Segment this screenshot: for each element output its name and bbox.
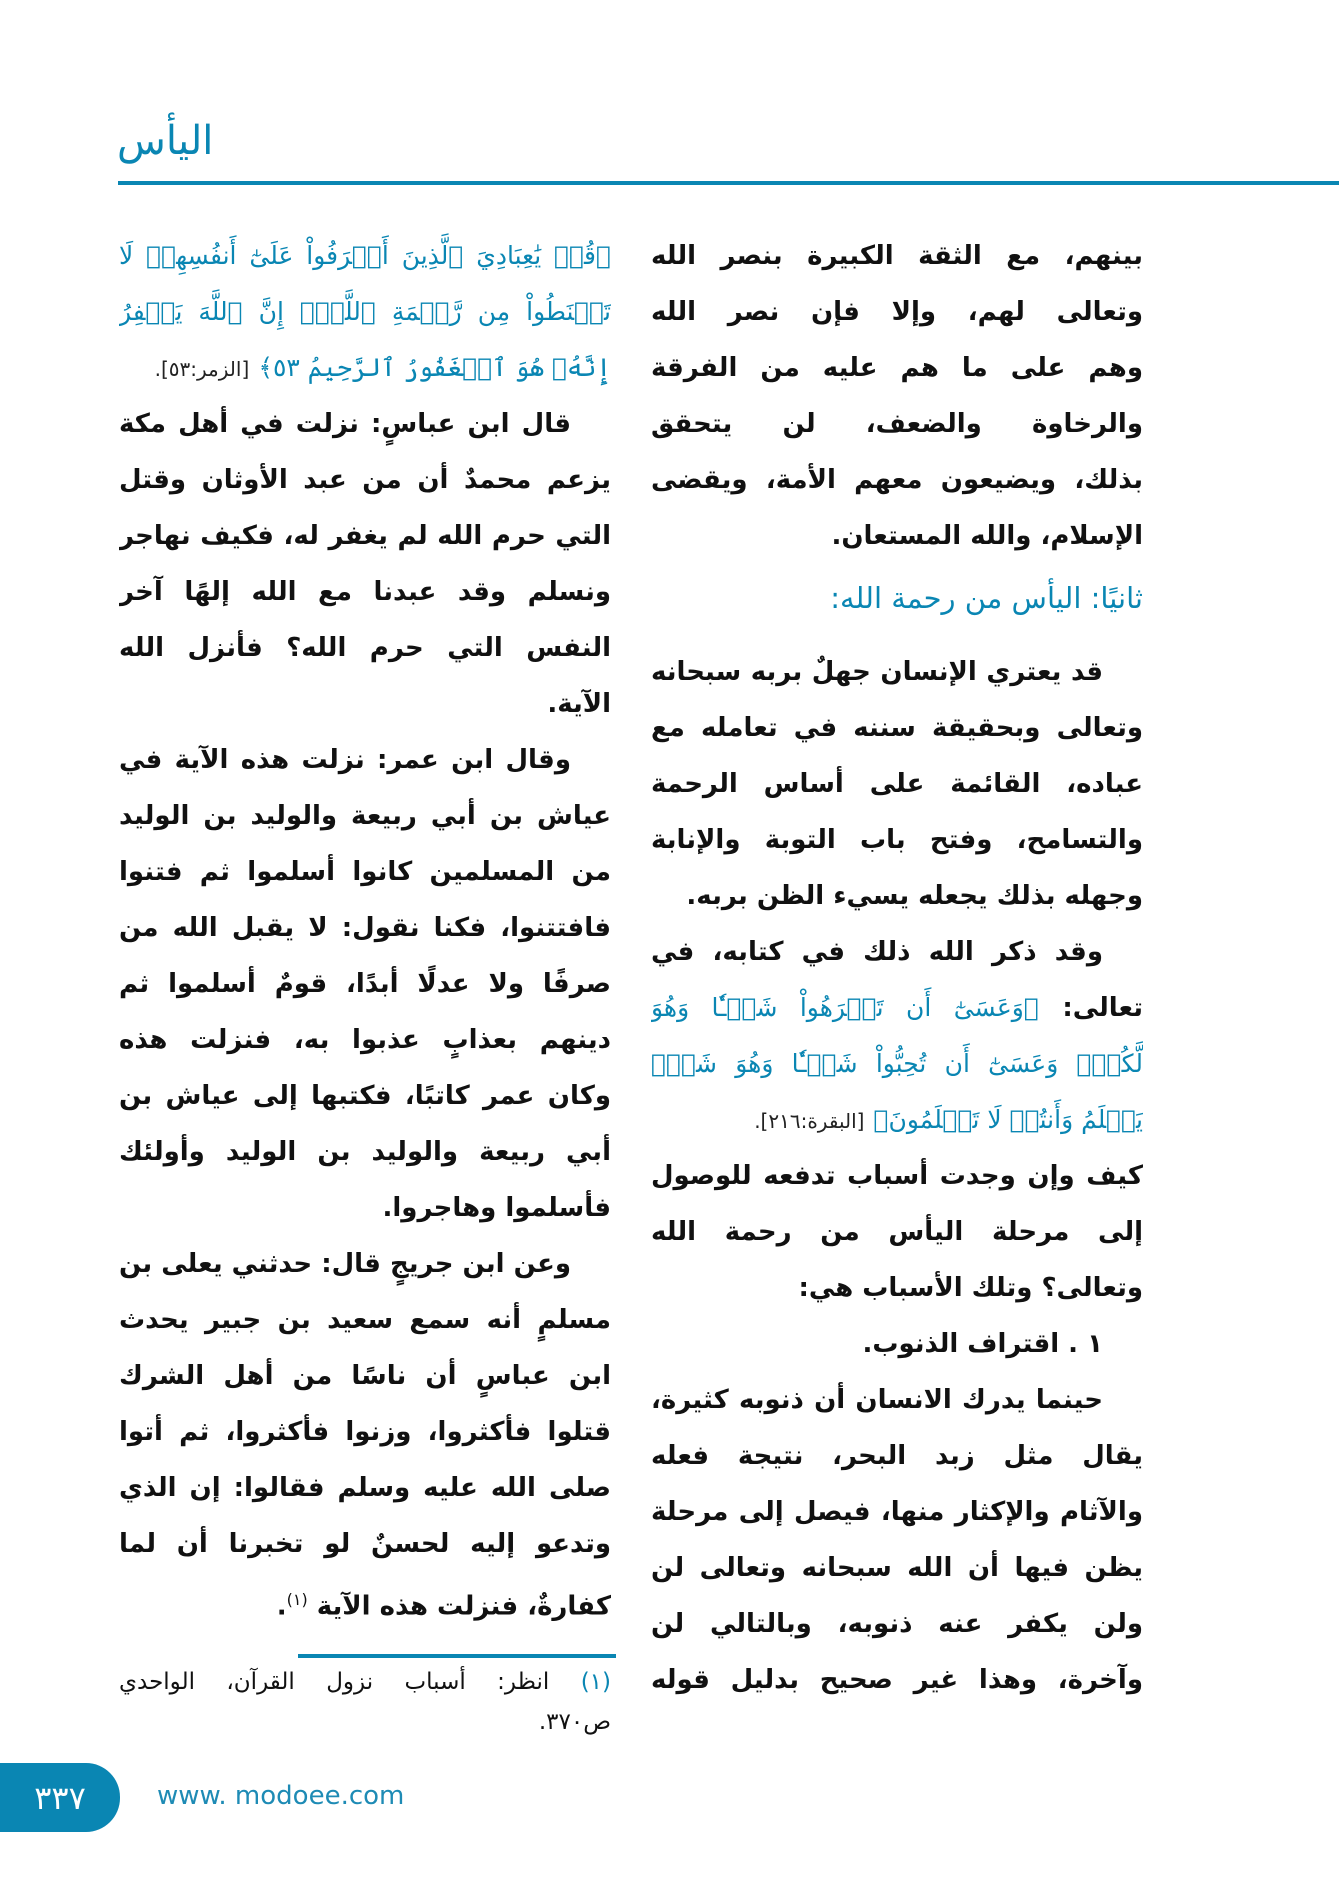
text-line: كفارةٌ، فنزلت هذه الآية $^{(١)}$. [276, 1590, 611, 1622]
text-line: يقال مثل زبد البحر، نتيجة فعله [651, 1441, 1143, 1471]
text-line: وعن ابن جريجٍ قال: حدثني يعلى بن [119, 1249, 571, 1279]
text-line: وتعالى لهم، وإلا فإن نصر الله [651, 297, 1143, 327]
section-heading: ثانيًا: اليأس من رحمة الله: [830, 581, 1143, 615]
footnote-rule [298, 1654, 616, 1658]
text-line: الإسلام، والله المستعان. [831, 521, 1143, 551]
text-line: قد يعتري الإنسان جهلٌ بربه سبحانه [651, 657, 1103, 687]
text-line: دينهم بعذابٍ عذبوا به، فنزلت هذه [119, 1025, 611, 1055]
text-line: فأسلموا وهاجروا. [382, 1193, 611, 1223]
text-line: وجهله بذلك يجعله يسيء الظن بربه. [686, 881, 1143, 911]
text-line: والتسامح، وفتح باب التوبة والإنابة [651, 825, 1143, 855]
text-line: النفس التي حرم الله؟ فأنزل الله [119, 633, 611, 663]
text-line: وقد ذكر الله ذلك في كتابه، في [651, 937, 1103, 967]
text-line: أبي ربيعة والوليد بن الوليد وأولئك [119, 1137, 611, 1167]
left-column [119, 228, 611, 1628]
chapter-title: اليأس [117, 118, 214, 164]
text-line: قال ابن عباسٍ: نزلت في أهل مكة [119, 409, 571, 439]
page-number-badge: ٣٣٧ [0, 1763, 120, 1832]
quran-verse: تَقۡنَطُواْ مِن رَّحۡمَةِ ٱللَّهِۚ إِنَّ ٱللَّهَ يَغۡفِرُ [119, 297, 611, 326]
text-line: من المسلمين كانوا أسلموا ثم فتنوا [119, 857, 611, 887]
text-line: كيف وإن وجدت أسباب تدفعه للوصول [651, 1161, 1143, 1191]
text-line: ونسلم وقد عبدنا مع الله إلهًا آخر [119, 577, 611, 607]
text-prefix: تعالى: [1062, 993, 1143, 1023]
text-line: بينهم، مع الثقة الكبيرة بنصر الله [651, 241, 1143, 271]
verse-reference: [الزمر:٥٣]. [154, 357, 250, 381]
text-line: بذلك، ويضيعون معهم الأمة، ويقضى [651, 465, 1143, 495]
footnote-number: (١) [580, 1669, 612, 1695]
text-line: مسلمٍ أنه سمع سعيد بن جبير يحدث [119, 1305, 611, 1335]
text-line: وتعالى وبحقيقة سننه في تعامله مع [651, 713, 1143, 743]
text-line: والآثام والإكثار منها، فيصل إلى مرحلة [651, 1497, 1143, 1527]
text-line: فافتتنوا، فكنا نقول: لا يقبل الله من [119, 913, 611, 943]
text-line: عياش بن أبي ربيعة والوليد بن الوليد [119, 801, 611, 831]
verse-line [651, 980, 1143, 1036]
text-line: يظن فيها أن الله سبحانه وتعالى لن [651, 1553, 1143, 1583]
text-line: ولن يكفر عنه ذنوبه، وبالتالي لن [651, 1609, 1143, 1639]
footnote-text: انظر: أسباب نزول القرآن، الواحدي [119, 1669, 550, 1695]
text-line: وكان عمر كاتبًا، فكتبها إلى عياش بن [119, 1081, 611, 1111]
text-line: إلى مرحلة اليأس من رحمة الله [651, 1217, 1143, 1247]
verse-line [119, 340, 611, 396]
text-line: عباده، القائمة على أساس الرحمة [651, 769, 1143, 799]
footnote-line [119, 1662, 611, 1702]
text-line: وهم على ما هم عليه من الفرقة [651, 353, 1143, 383]
text-line: التي حرم الله لم يغفر له، فكيف نهاجر [119, 521, 611, 551]
footnote-marker[interactable]: (١) [286, 1590, 308, 1609]
text-line: صلى الله عليه وسلم فقالوا: إن الذي [119, 1473, 611, 1503]
header-rule [118, 181, 1339, 185]
website-link[interactable]: www. modoee.com [157, 1781, 405, 1811]
quran-verse: يَعۡلَمُ وَأَنتُمۡ لَا تَعۡلَمُونَ﴾ [873, 1105, 1143, 1134]
text-line: يزعم محمدٌ أن من عبد الأوثان وقتل [119, 465, 611, 495]
quran-verse: لَّكُمۡۖ وَعَسَىٰٓ أَن تُحِبُّواْ شَيۡـٔٗا وَهُوَ شَرّٞ [651, 1049, 1143, 1078]
text: كفارةٌ، فنزلت هذه الآية [316, 1591, 611, 1622]
list-item: ١ . اقتراف الذنوب. [862, 1329, 1103, 1359]
footnote-line: ص٣٧٠. [538, 1709, 611, 1735]
text-line: ابن عباسٍ أن ناسًا من أهل الشرك [119, 1361, 611, 1391]
verse-line [651, 1092, 1143, 1148]
text-line: وتدعو إليه لحسنٌ لو تخبرنا أن لما [119, 1529, 611, 1559]
quran-verse: إِنَّهُۥ هُوَ ٱلۡغَفُورُ ٱلرَّحِيمُ ٥٣﴾ [258, 353, 611, 382]
right-column [651, 228, 1143, 1708]
text-line: وتعالى؟ وتلك الأسباب هي: [798, 1273, 1143, 1303]
text-line: والرخاوة والضعف، لن يتحقق [651, 409, 1143, 439]
text-line: وآخرة، وهذا غير صحيح بدليل قوله [651, 1665, 1143, 1695]
text-line: وقال ابن عمر: نزلت هذه الآية في [119, 745, 571, 775]
text-line: الآية. [547, 689, 611, 719]
text-line: حينما يدرك الانسان أن ذنوبه كثيرة، [651, 1385, 1103, 1415]
quran-verse: ﴿وَعَسَىٰٓ أَن تَكۡرَهُواْ شَيۡـٔٗا وَهُوَ [651, 993, 1039, 1022]
text-line: قتلوا فأكثروا، وزنوا فأكثروا، ثم أتوا [119, 1417, 611, 1447]
quran-verse: ﴿قُلۡ يَٰعِبَادِيَ ٱلَّذِينَ أَسۡرَفُواْ عَلَىٰٓ أَنفُسِهِمۡ لَا [119, 241, 611, 270]
text-line: صرفًا ولا عدلًا أبدًا، قومٌ أسلموا ثم [119, 969, 611, 999]
verse-reference: [البقرة:٢١٦]. [754, 1109, 865, 1133]
footnote [119, 1662, 611, 1742]
